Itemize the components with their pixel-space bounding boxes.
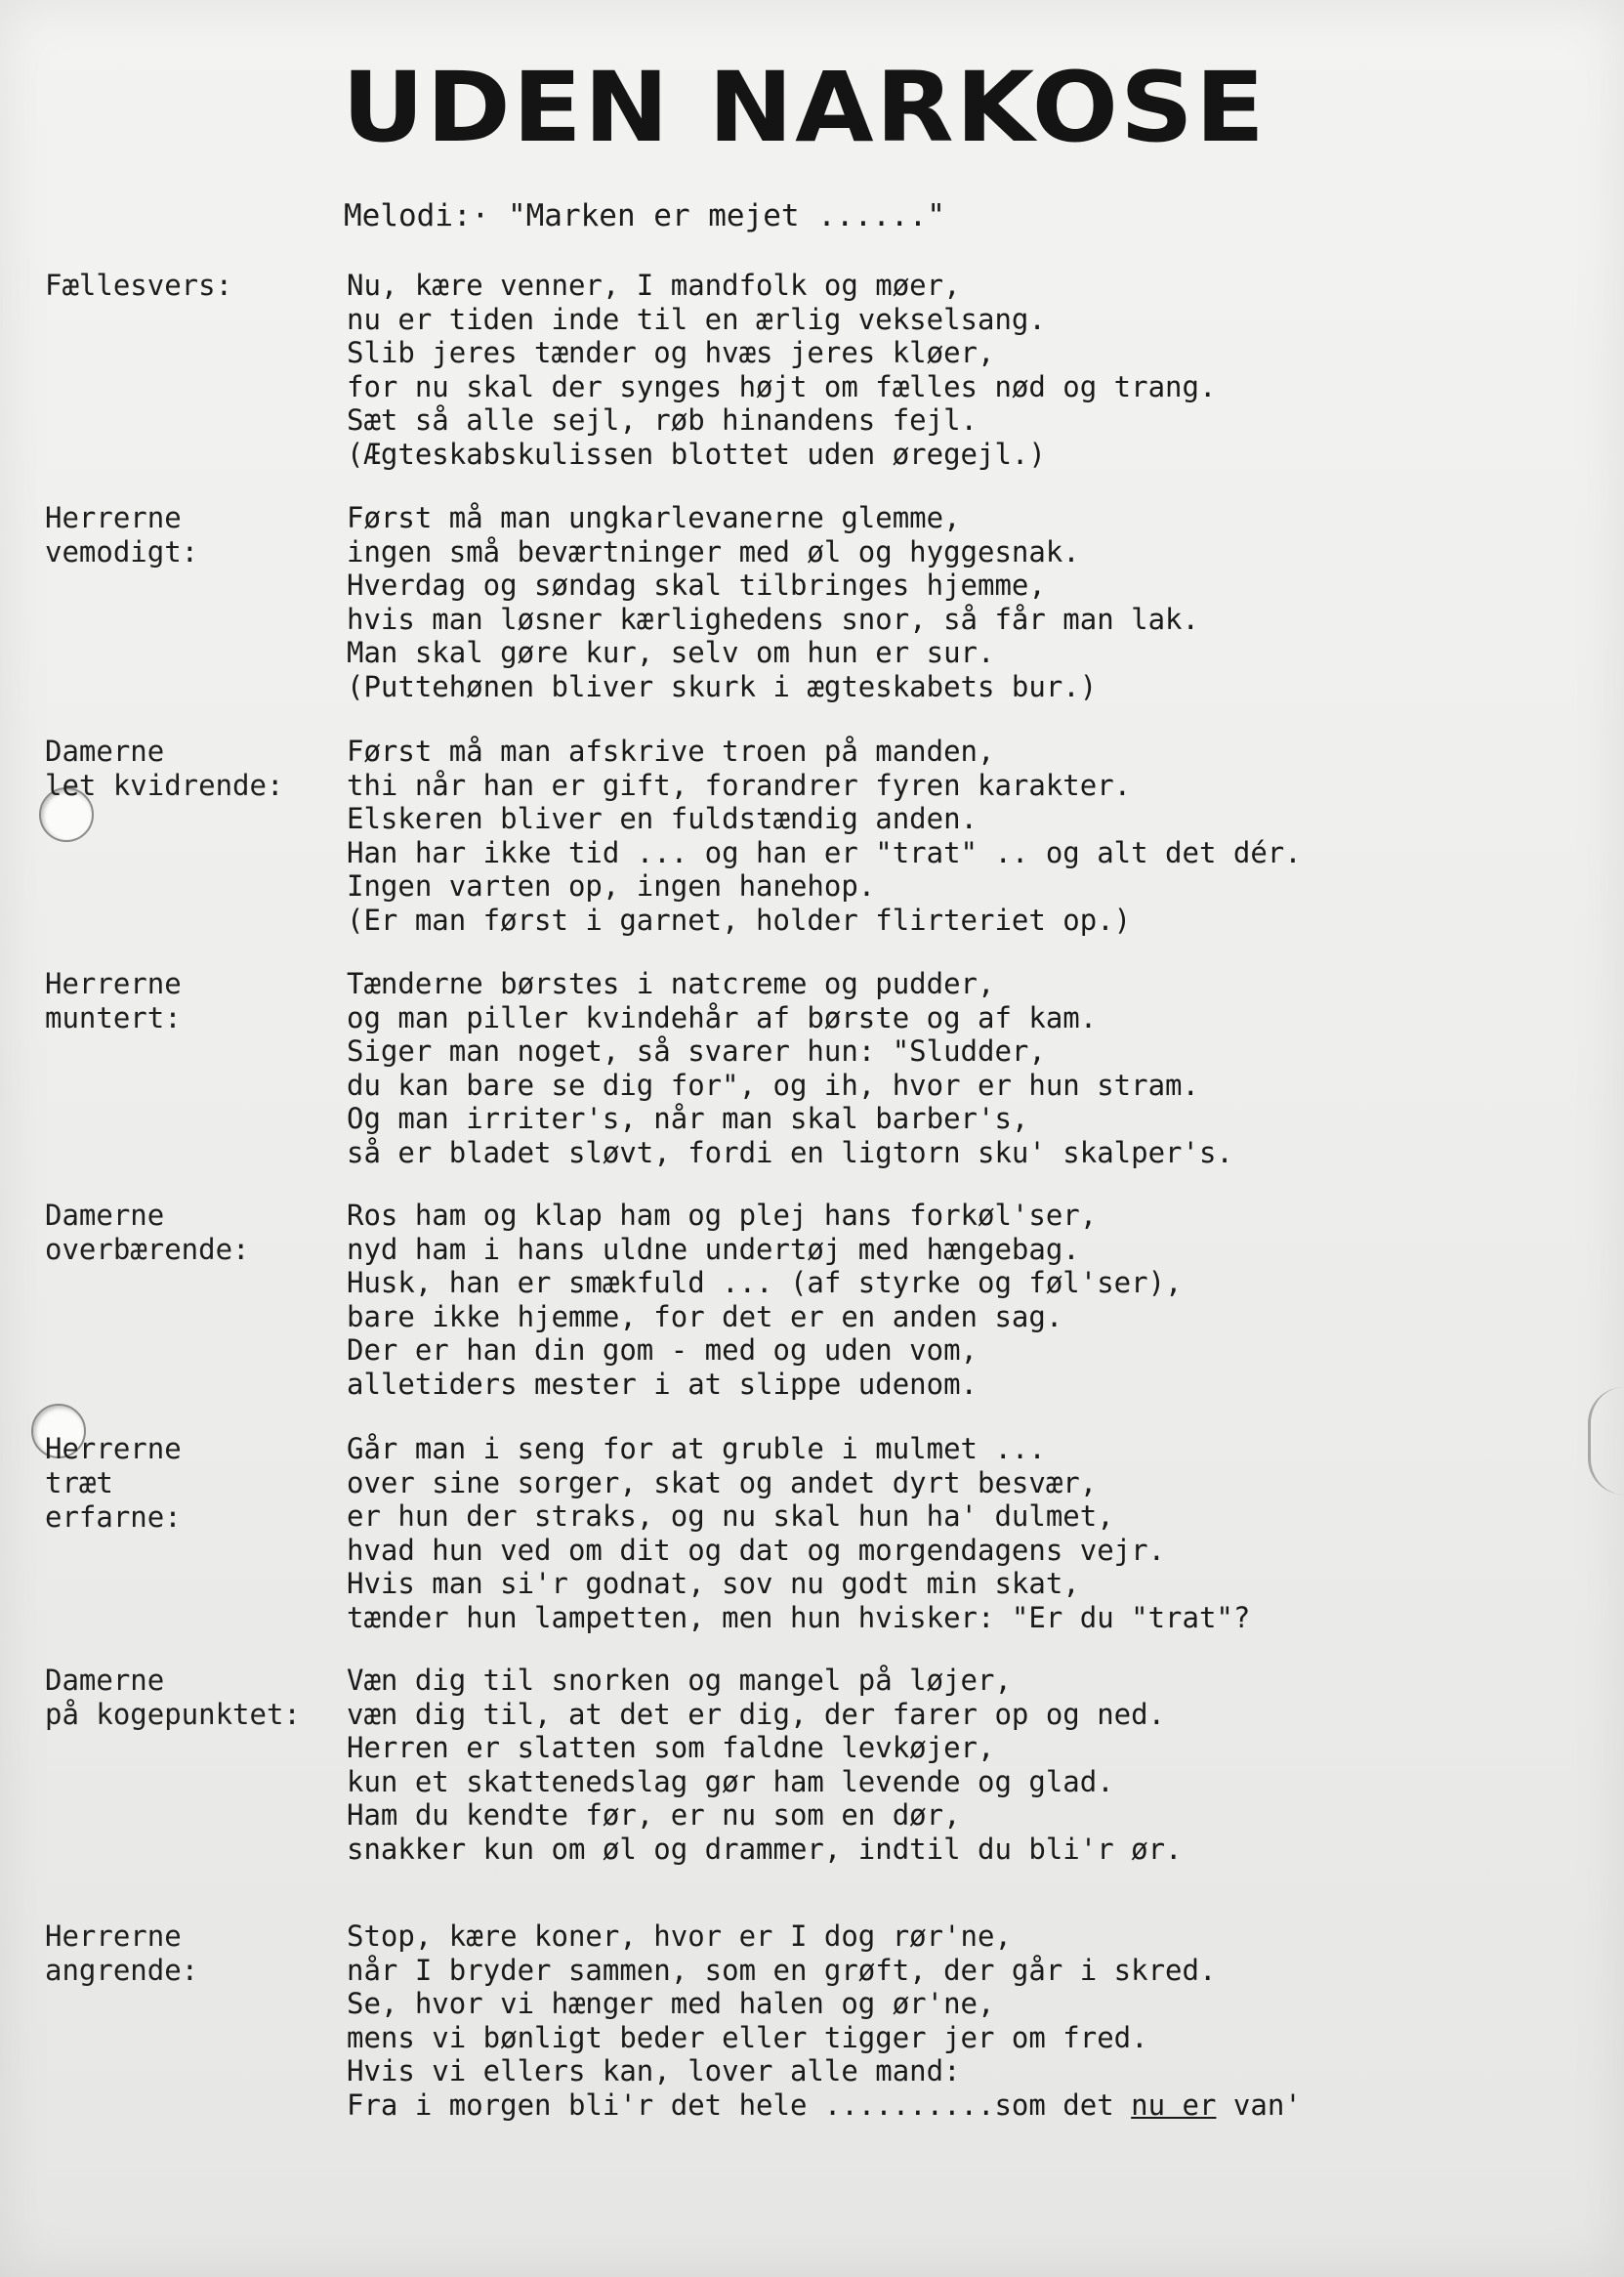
lyric-line: Herren er slatten som faldne levkøjer, xyxy=(347,1731,995,1764)
lyric-line: Elskeren bliver en fuldstændig anden. xyxy=(347,802,979,835)
lyric-line: ingen små beværtninger med øl og hyggesnak. xyxy=(347,534,1080,569)
lyric-line: Tænderne børstes i natcreme og pudder, xyxy=(347,967,995,1000)
lyric-line: Først må man afskrive troen på manden, xyxy=(347,735,995,768)
lyric-line: bare ikke hjemme, for det er en anden sag. xyxy=(347,1299,1063,1333)
lyric-line: Man skal gøre kur, selv om hun er sur. xyxy=(347,636,995,669)
stanza-lines xyxy=(347,1199,1183,1401)
lyric-line: hvis man løsner kærlighedens snor, så får man lak. xyxy=(347,602,1199,636)
lyric-line: Væn dig til snorken og mangel på løjer, xyxy=(347,1664,1012,1697)
stanza-lines xyxy=(347,501,1199,703)
lyric-line: nyd ham i hans uldne undertøj med hængebag. xyxy=(347,1232,1080,1266)
lyric-line: Og man irriter's, når man skal barber's, xyxy=(347,1102,1029,1135)
lyric-line: (Ægteskabskulissen blottet uden øregejl.) xyxy=(347,437,1046,471)
stanza-lines xyxy=(347,1432,1250,1634)
lyric-line: Slib jeres tænder og hvæs jeres kløer, xyxy=(347,336,995,369)
lyric-line: (Puttehønen bliver skurk i ægteskabets bur.) xyxy=(347,669,1098,703)
lyric-line: nu er tiden inde til en ærlig vekselsang. xyxy=(347,302,1046,336)
speaker-label: Damerne på kogepunktet: xyxy=(45,1664,301,1731)
lyric-line: Ros ham og klap ham og plej hans forkøl'ser, xyxy=(347,1199,1098,1232)
lyric-line: Hverdag og søndag skal tilbringes hjemme, xyxy=(347,569,1046,602)
lyric-line: mens vi bønligt beder eller tigger jer om fred. xyxy=(347,2020,1148,2054)
song-title: UDEN NARKOSE xyxy=(342,51,1267,164)
lyric-line: er hun der straks, og nu skal hun ha' dulmet, xyxy=(347,1499,1114,1533)
lyric-line: thi når han er gift, forandrer fyren karakter. xyxy=(347,768,1132,802)
lyric-line: for nu skal der synges højt om fælles nød og trang. xyxy=(347,369,1217,403)
melody-note: Melodi:· "Marken er mejet ......" xyxy=(344,198,945,233)
final-line-underlined: nu er xyxy=(1131,2087,1217,2122)
final-line-end: van' xyxy=(1216,2087,1302,2122)
lyric-line: Siger man noget, så svarer hun: "Sludder, xyxy=(347,1034,1046,1068)
lyric-line: Stop, kære koner, hvor er I dog rør'ne, xyxy=(347,1919,1012,1953)
lyric-line: Ingen varten op, ingen hanehop. xyxy=(347,869,876,903)
lyric-line-final xyxy=(347,2088,1302,2123)
lyric-line: Husk, han er smækfuld ... (af styrke og føl'ser), xyxy=(347,1266,1183,1299)
stanza-lines xyxy=(347,1919,1302,2122)
speaker-label: Herrerne muntert: xyxy=(45,967,182,1034)
lyric-line: Går man i seng for at gruble i mulmet ... xyxy=(347,1432,1046,1465)
lyric-line: Sæt så alle sejl, røb hinandens fejl. xyxy=(347,403,979,437)
lyric-line: Hvis man si'r godnat, sov nu godt min skat, xyxy=(347,1567,1080,1600)
lyric-line: Nu, kære venner, I mandfolk og møer, xyxy=(347,269,961,302)
stanza-lines xyxy=(347,735,1302,937)
lyric-line: tænder hun lampetten, men hun hvisker: "Er du "trat"? xyxy=(347,1600,1251,1634)
lyric-line: Ham du kendte før, er nu som en dør, xyxy=(347,1798,961,1832)
stanza-lines xyxy=(347,269,1216,471)
lyric-line: (Er man først i garnet, holder flirteriet op.) xyxy=(347,903,1132,937)
lyric-line: så er bladet sløvt, fordi en ligtorn sku' skalper's. xyxy=(347,1135,1233,1169)
stanza-lines xyxy=(347,967,1233,1169)
lyric-line: Der er han din gom - med og uden vom, xyxy=(347,1333,979,1367)
final-line-start: Fra i morgen bli'r det hele ..........som det xyxy=(347,2087,1132,2122)
lyric-line: Se, hvor vi hænger med halen og ør'ne, xyxy=(347,1987,995,2020)
speaker-label: Herrerne træt erfarne: xyxy=(45,1432,182,1534)
lyric-line: du kan bare se dig for", og ih, hvor er hun stram. xyxy=(347,1068,1199,1102)
lyric-line: og man piller kvindehår af børste og af kam. xyxy=(347,1000,1098,1034)
lyric-line: væn dig til, at det er dig, der farer op og ned. xyxy=(347,1697,1166,1731)
edge-mark xyxy=(1588,1387,1624,1495)
speaker-label: Herrerne vemodigt: xyxy=(45,501,199,569)
speaker-label: Fællesvers: xyxy=(45,269,233,302)
speaker-label: Damerne let kvidrende: xyxy=(45,735,284,802)
lyric-line: alletiders mester i at slippe udenom. xyxy=(347,1367,979,1401)
speaker-label: Damerne overbærende: xyxy=(45,1199,250,1266)
stanza-lines xyxy=(347,1664,1183,1866)
lyric-line: Hvis vi ellers kan, lover alle mand: xyxy=(347,2054,961,2087)
lyric-line: når I bryder sammen, som en grøft, der går i skred. xyxy=(347,1953,1217,1987)
lyric-line: hvad hun ved om dit og dat og morgendagens vejr. xyxy=(347,1533,1166,1567)
lyric-line: kun et skattenedslag gør ham levende og glad. xyxy=(347,1764,1114,1798)
lyric-line: snakker kun om øl og drammer, indtil du bli'r ør. xyxy=(347,1832,1183,1866)
lyric-line: Først må man ungkarlevanerne glemme, xyxy=(347,501,961,534)
speaker-label: Herrerne angrende: xyxy=(45,1919,199,1987)
lyric-line: over sine sorger, skat og andet dyrt besvær, xyxy=(347,1465,1098,1499)
lyric-line: Han har ikke tid ... og han er "trat" .. og alt det dér. xyxy=(347,835,1302,869)
